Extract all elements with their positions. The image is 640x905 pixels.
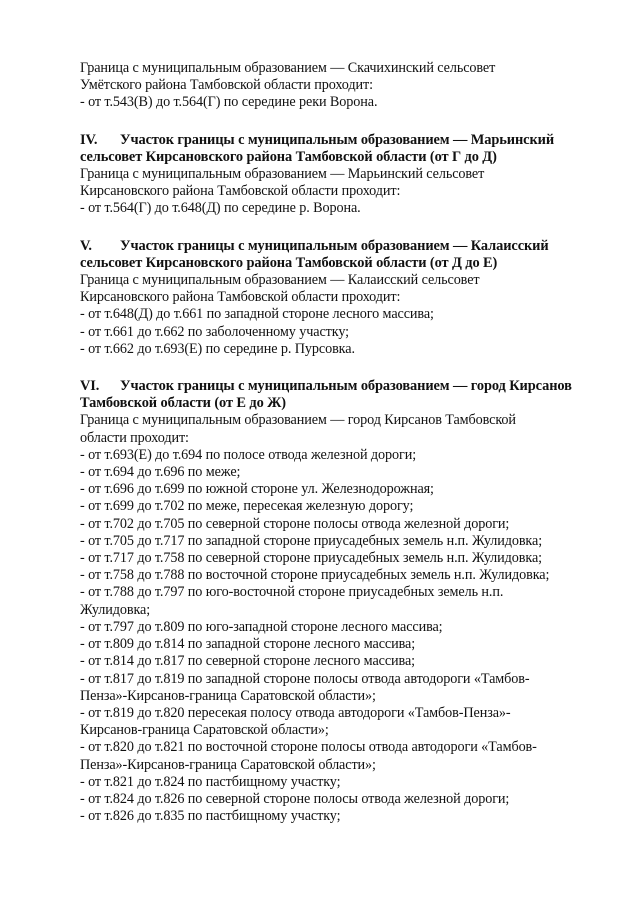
- section-spacer: [80, 358, 600, 378]
- text-line: - от т.758 до т.788 по восточной стороне приусадебных земель н.п. Жулидовка;: [80, 567, 550, 584]
- text-line: - от т.797 до т.809 по юго-западной стороне лесного массива;: [80, 618, 443, 635]
- text-line: - от т.702 до т.705 по северной стороне полосы отвода железной дороги;: [80, 515, 510, 532]
- text-line: - от т.705 до т.717 по западной стороне приусадебных земель н.п. Жулидовка;: [80, 532, 543, 549]
- text-line: Граница с муниципальным образованием — Марьинский сельсовет: [80, 166, 485, 183]
- text-line: - от т.717 до т.758 по северной стороне приусадебных земель н.п. Жулидовка;: [80, 550, 542, 567]
- text-line: - от т.788 до т.797 по юго-восточной стороне приусадебных земель н.п.: [80, 584, 504, 601]
- text-line: - от т.819 до т.820 пересекая полосу отвода автодороги «Тамбов-Пенза»-: [80, 704, 511, 721]
- text-line: - от т.699 до т.702 по меже, пересекая железную дорогу;: [80, 498, 414, 515]
- intro-block: [80, 60, 600, 112]
- text-line: - от т.694 до т.696 по меже;: [80, 464, 241, 481]
- section-heading: [80, 378, 600, 395]
- section-iv: [80, 132, 600, 218]
- text-line: Граница с муниципальным образованием — Скачихинский сельсовет: [80, 60, 496, 76]
- section-heading-cont: сельсовет Кирсановского района Тамбовской области (от Д до Е): [80, 254, 498, 271]
- text-line: Кирсановского района Тамбовской области проходит:: [80, 289, 401, 306]
- text-line: - от т.817 до т.819 по западной стороне полосы отвода автодороги «Тамбов-: [80, 670, 530, 687]
- section-number: VI.: [80, 378, 100, 395]
- section-vi: [80, 378, 600, 825]
- text-line: - от т.648(Д) до т.661 по западной стороне лесного массива;: [80, 306, 434, 323]
- text-line: Кирсанов-граница Саратовской области»;: [80, 722, 329, 739]
- section-heading-cont: сельсовет Кирсановского района Тамбовской области (от Г до Д): [80, 148, 497, 165]
- text-line: Пенза»-Кирсанов-граница Саратовской области»;: [80, 756, 376, 773]
- text-line: - от т.809 до т.814 по западной стороне лесного массива;: [80, 636, 416, 653]
- section-heading: [80, 238, 600, 255]
- text-line: - от т.821 до т.824 по пастбищному участку;: [80, 773, 341, 790]
- heading-text: Участок границы с муниципальным образованием — Калаисский: [120, 237, 549, 254]
- text-line: Граница с муниципальным образованием — город Кирсанов Тамбовской: [80, 412, 516, 429]
- section-heading: [80, 132, 600, 149]
- text-line: - от т.543(В) до т.564(Г) по середине реки Ворона.: [80, 94, 378, 111]
- section-number: IV.: [80, 131, 98, 148]
- text-line: Кирсановского района Тамбовской области проходит:: [80, 183, 401, 200]
- section-spacer: [80, 112, 600, 132]
- text-line: области проходит:: [80, 429, 189, 446]
- text-line: - от т.820 до т.821 по восточной стороне полосы отвода автодороги «Тамбов-: [80, 739, 537, 756]
- section-v: [80, 238, 600, 358]
- document-body: [80, 60, 600, 825]
- text-line: Пенза»-Кирсанов-граница Саратовской области»;: [80, 687, 376, 704]
- text-line: Граница с муниципальным образованием — Калаисский сельсовет: [80, 272, 480, 289]
- section-heading-cont: Тамбовской области (от Е до Ж): [80, 395, 287, 412]
- text-line: - от т.824 до т.826 по северной стороне полосы отвода железной дороги;: [80, 790, 510, 807]
- heading-text: Участок границы с муниципальным образованием — Марьинский: [120, 131, 555, 148]
- section-spacer: [80, 218, 600, 238]
- text-line: - от т.564(Г) до т.648(Д) по середине р. Ворона.: [80, 200, 361, 217]
- text-line: - от т.696 до т.699 по южной стороне ул. Железнодорожная;: [80, 481, 434, 498]
- text-line: Жулидовка;: [80, 601, 151, 618]
- text-line: - от т.662 до т.693(Е) по середине р. Пурсовка.: [80, 340, 355, 357]
- text-line: Умётского района Тамбовской области проходит:: [80, 77, 373, 94]
- text-line: - от т.661 до т.662 по заболоченному участку;: [80, 323, 349, 340]
- heading-text: Участок границы с муниципальным образованием — город Кирсанов: [120, 378, 572, 395]
- text-line: - от т.693(Е) до т.694 по полосе отвода железной дороги;: [80, 446, 417, 463]
- text-line: - от т.814 до т.817 по северной стороне лесного массива;: [80, 653, 415, 670]
- text-line: - от т.826 до т.835 по пастбищному участку;: [80, 808, 341, 825]
- section-number: V.: [80, 237, 92, 254]
